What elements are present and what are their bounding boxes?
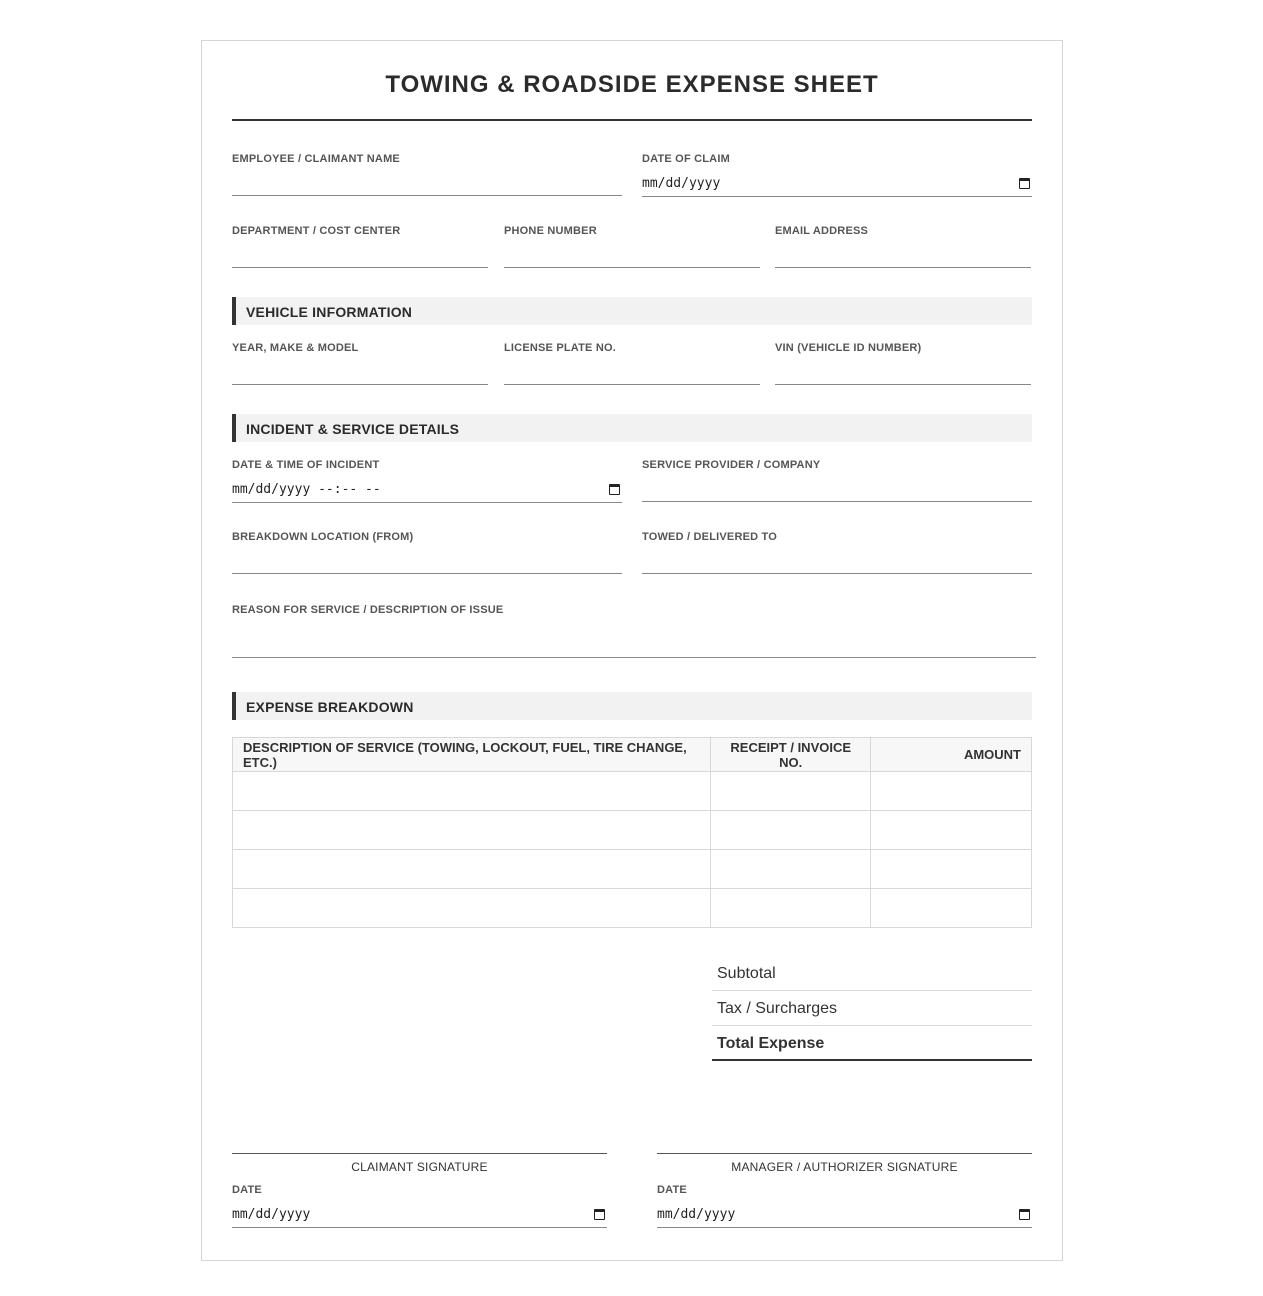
amount-cell[interactable] — [871, 889, 1032, 928]
year-make-model-label: YEAR, MAKE & MODEL — [232, 342, 359, 354]
date-of-claim-label: DATE OF CLAIM — [642, 153, 730, 165]
service-provider-label: SERVICE PROVIDER / COMPANY — [642, 459, 821, 471]
calendar-icon[interactable] — [609, 484, 620, 495]
date-of-claim-placeholder: mm/dd/yyyy — [642, 176, 721, 191]
column-header-receipt: RECEIPT / INVOICE NO. — [711, 738, 871, 772]
section-incident-heading: INCIDENT & SERVICE DETAILS — [246, 421, 460, 437]
year-make-model-field — [232, 341, 488, 385]
manager-signature-line[interactable] — [657, 1153, 1032, 1154]
tax-label: Tax / Surcharges — [717, 1000, 838, 1017]
date-of-claim-input[interactable] — [642, 171, 1032, 197]
amount-cell[interactable] — [871, 772, 1032, 811]
service-provider-field — [642, 458, 1032, 502]
email-field — [775, 224, 1031, 268]
calendar-icon[interactable] — [1019, 178, 1030, 189]
incident-datetime-input[interactable] — [232, 477, 622, 503]
manager-signature-label: MANAGER / AUTHORIZER SIGNATURE — [731, 1160, 958, 1174]
manager-date-label: DATE — [657, 1184, 687, 1196]
incident-datetime-field — [232, 458, 622, 504]
reason-textarea[interactable] — [232, 625, 1036, 658]
claimant-name-label: EMPLOYEE / CLAIMANT NAME — [232, 153, 400, 165]
claimant-date-input[interactable] — [232, 1202, 607, 1228]
amount-cell[interactable] — [871, 811, 1032, 850]
table-row — [233, 850, 1032, 889]
claimant-signature-line[interactable] — [232, 1153, 607, 1154]
receipt-cell[interactable] — [711, 850, 871, 889]
license-plate-field — [504, 341, 760, 385]
towed-to-label: TOWED / DELIVERED TO — [642, 531, 777, 543]
license-plate-input[interactable] — [504, 363, 760, 385]
license-plate-label: LICENSE PLATE NO. — [504, 342, 616, 354]
description-cell[interactable] — [233, 772, 711, 811]
claimant-date-field — [232, 1183, 607, 1231]
incident-datetime-placeholder: mm/dd/yyyy --:-- -- — [232, 482, 381, 497]
phone-input[interactable] — [504, 246, 760, 268]
section-vehicle-information — [232, 297, 1032, 325]
section-expense-breakdown — [232, 692, 1032, 720]
calendar-icon[interactable] — [594, 1209, 605, 1220]
vin-field — [775, 341, 1031, 385]
email-input[interactable] — [775, 246, 1031, 268]
towed-to-field — [642, 530, 1032, 574]
claimant-date-label: DATE — [232, 1184, 262, 1196]
department-label: DEPARTMENT / COST CENTER — [232, 225, 401, 237]
phone-field — [504, 224, 760, 268]
claimant-name-input[interactable] — [232, 174, 622, 196]
title-divider — [232, 119, 1032, 121]
date-of-claim-field — [642, 152, 1032, 198]
service-provider-input[interactable] — [642, 480, 1032, 502]
breakdown-location-label: BREAKDOWN LOCATION (FROM) — [232, 531, 414, 543]
breakdown-location-field — [232, 530, 622, 574]
section-incident-details — [232, 414, 1032, 442]
manager-date-field — [657, 1183, 1032, 1231]
description-cell[interactable] — [233, 811, 711, 850]
towed-to-input[interactable] — [642, 552, 1032, 574]
amount-cell[interactable] — [871, 850, 1032, 889]
expense-table — [232, 737, 1032, 928]
email-label: EMAIL ADDRESS — [775, 225, 869, 237]
expense-table-header — [233, 738, 1032, 772]
description-cell[interactable] — [233, 889, 711, 928]
vin-input[interactable] — [775, 363, 1031, 385]
manager-signature-block — [657, 1153, 1032, 1222]
year-make-model-input[interactable] — [232, 363, 488, 385]
department-field — [232, 224, 488, 268]
tax-row[interactable] — [712, 991, 1032, 1026]
table-row — [233, 811, 1032, 850]
expense-sheet — [201, 40, 1063, 1261]
page-title: TOWING & ROADSIDE EXPENSE SHEET — [385, 71, 879, 98]
reason-label: REASON FOR SERVICE / DESCRIPTION OF ISSUE — [232, 604, 504, 616]
claimant-signature-label: CLAIMANT SIGNATURE — [351, 1160, 488, 1174]
manager-date-placeholder: mm/dd/yyyy — [657, 1207, 736, 1222]
vin-label: VIN (VEHICLE ID NUMBER) — [775, 342, 922, 354]
claimant-date-placeholder: mm/dd/yyyy — [232, 1207, 311, 1222]
reason-field — [232, 603, 1036, 659]
table-row — [233, 889, 1032, 928]
incident-datetime-label: DATE & TIME OF INCIDENT — [232, 459, 380, 471]
claimant-signature-block — [232, 1153, 607, 1222]
receipt-cell[interactable] — [711, 772, 871, 811]
total-row[interactable] — [712, 1026, 1032, 1061]
column-header-amount: AMOUNT — [871, 738, 1032, 772]
total-label: Total Expense — [717, 1035, 825, 1052]
phone-label: PHONE NUMBER — [504, 225, 597, 237]
claimant-name-field — [232, 152, 622, 196]
receipt-cell[interactable] — [711, 889, 871, 928]
subtotal-row[interactable] — [712, 956, 1032, 991]
manager-date-input[interactable] — [657, 1202, 1032, 1228]
calendar-icon[interactable] — [1019, 1209, 1030, 1220]
totals-block — [712, 956, 1032, 1061]
section-expense-heading: EXPENSE BREAKDOWN — [246, 699, 414, 715]
breakdown-location-input[interactable] — [232, 552, 622, 574]
section-vehicle-heading: VEHICLE INFORMATION — [246, 304, 413, 320]
table-row — [233, 772, 1032, 811]
receipt-cell[interactable] — [711, 811, 871, 850]
column-header-description: DESCRIPTION OF SERVICE (TOWING, LOCKOUT, FUEL, TIRE CHANGE, ETC.) — [233, 738, 711, 772]
department-input[interactable] — [232, 246, 488, 268]
description-cell[interactable] — [233, 850, 711, 889]
subtotal-label: Subtotal — [717, 965, 776, 982]
